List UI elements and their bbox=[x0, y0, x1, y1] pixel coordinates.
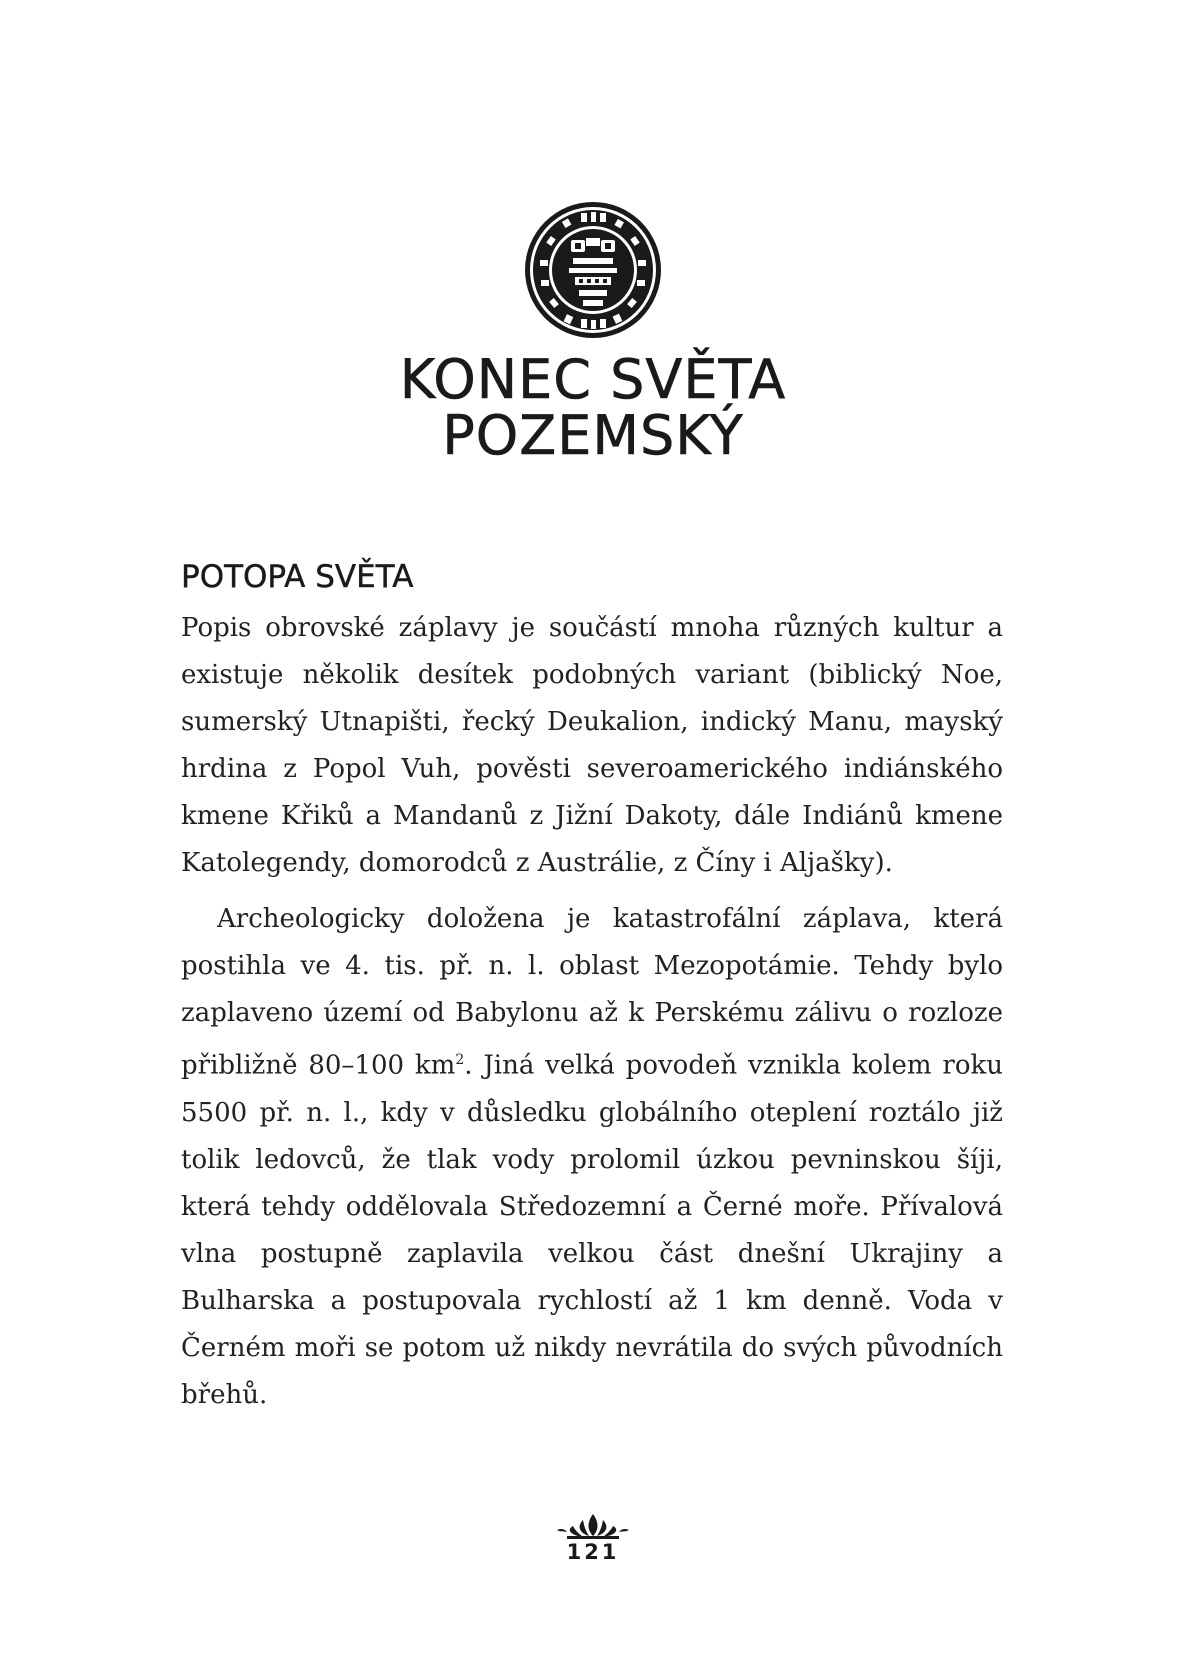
body-text bbox=[181, 605, 1003, 1419]
paragraph-1: Popis obrovské záplavy je součástí mnoha různých kultur a existuje několik desítek podobných variant (biblický Noe, sumerský Utnapišti, řecký Deukalion, indický Manu, mayský hrdina z Popol Vuh, pověsti severoamerického indiánského kmene Křiků a Mandanů z Jižní Dakoty, dále Indiánů kmene Katolegendy, domorodců z Austrálie, z Číny i Aljašky). bbox=[181, 613, 1003, 878]
lotus-ornament-icon bbox=[553, 1512, 633, 1540]
paragraph-2-part2: . Jiná velká povodeň vznikla kolem roku 5500 př. n. l., kdy v důsledku globálního oteplení roztálo již tolik ledovců, že tlak vody prolomil úzkou pevninskou šíji, která tehdy oddělovala Středozemní a Černé moře. Přívalová vlna postupně zaplavila velkou část dnešní Ukrajiny a Bulharska a postupovala rychlostí až 1 km denně. Voda v Černém moři se potom už nikdy nevrátila do svých původních břehů. bbox=[181, 1050, 1004, 1410]
chapter-title-line1: KONEC SVĚTA bbox=[399, 348, 787, 411]
paragraph-2 bbox=[181, 896, 1003, 1419]
page-number: 121 bbox=[566, 1540, 620, 1564]
chapter-title bbox=[0, 348, 1186, 467]
paragraph-2-part1: Archeologicky doložena je katastrofální záplava, která postihla ve 4. tis. př. n. l. oblast Mezopotámie. Tehdy bylo zaplaveno území od Babylonu až k Perskému zálivu o rozloze přibližně 80–100 km bbox=[181, 904, 1003, 1081]
superscript-exponent: 2 bbox=[455, 1052, 465, 1068]
aztec-calendar-seal-icon bbox=[523, 200, 663, 340]
section-heading: POTOPA SVĚTA bbox=[181, 559, 414, 595]
chapter-title-line2: POZEMSKÝ bbox=[442, 404, 744, 467]
